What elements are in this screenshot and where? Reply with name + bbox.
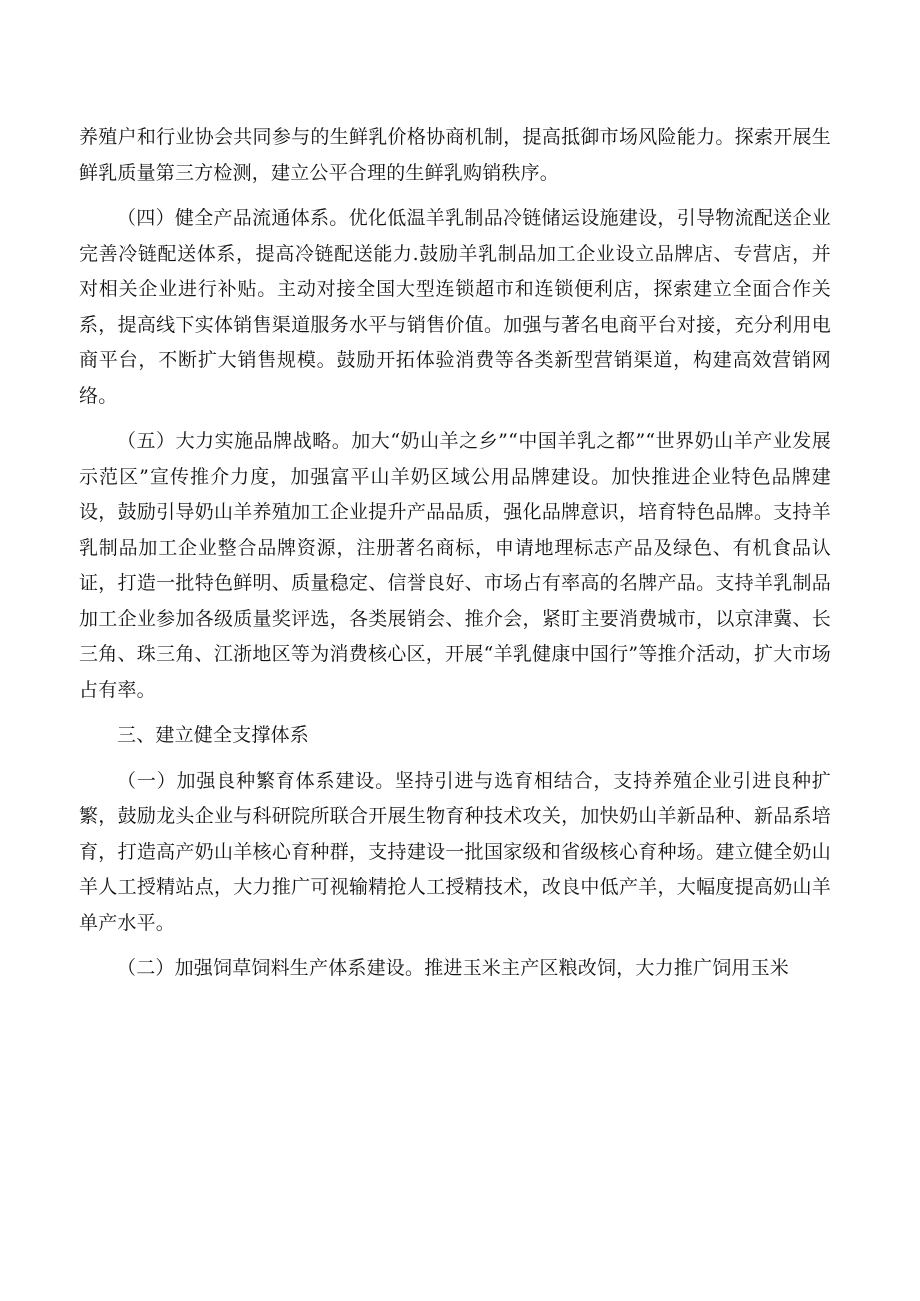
document-page <box>79 120 831 997</box>
paragraph-pricing-mechanism: 养殖户和行业协会共同参与的生鲜乳价格协商机制，提高抵御市场风险能力。探索开展生鲜乳质量第三方检测，建立公平合理的生鲜乳购销秩序。 <box>79 126 831 184</box>
paragraph-brand-strategy: （五）大力实施品牌战略。加大“奶山羊之乡”“中国羊乳之都”“世界奶山羊产业发展示范区”宣传推介力度，加强富平山羊奶区域公用品牌建设。加快推进企业特色品牌建设，鼓励引导奶山羊养殖加工企业提升产品品质，强化品牌意识，培育特色品牌。支持羊乳制品加工企业整合品牌资源，注册著名商标，申请地理标志产品及绿色、有机食品认证，打造一批特色鲜明、质量稳定、信誉良好、市场占有率高的名牌产品。支持羊乳制品加工企业参加各级质量奖评选，各类展销会、推介会，紧盯主要消费城市，以京津冀、长三角、珠三角、江浙地区等为消费核心区，开展“羊乳健康中国行”等推介活动，扩大市场占有率。 <box>79 430 831 701</box>
paragraph-forage-system: （二）加强饲草饲料生产体系建设。推进玉米主产区粮改饲，大力推广饲用玉米 <box>117 957 790 979</box>
paragraph-distribution-system: （四）健全产品流通体系。优化低温羊乳制品冷链储运设施建设，引导物流配送企业完善冷链配送体系，提高冷链配送能力.鼓励羊乳制品加工企业设立品牌店、专营店，并对相关企业进行补贴。主动对接全国大型连锁超市和连锁便利店，探索建立全面合作关系，提高线下实体销售渠道服务水平与销售价值。加强与著名电商平台对接，充分利用电商平台，不断扩大销售规模。鼓励开拓体验消费等各类新型营销渠道，构建高效营销网络。 <box>79 207 831 407</box>
section-heading-support-system: 三、建立健全支撑体系 <box>117 724 310 746</box>
paragraph-breeding-system: （一）加强良种繁育体系建设。坚持引进与选育相结合，支持养殖企业引进良种扩繁，鼓励龙头企业与科研院所联合开展生物育种技术攻关，加快奶山羊新品种、新品系培育，打造高产奶山羊核心育种群，支持建设一批国家级和省级核心育种场。建立健全奶山羊人工授精站点，大力推广可视输精抢人工授精技术，改良中低产羊，大幅度提高奶山羊单产水平。 <box>79 769 831 934</box>
